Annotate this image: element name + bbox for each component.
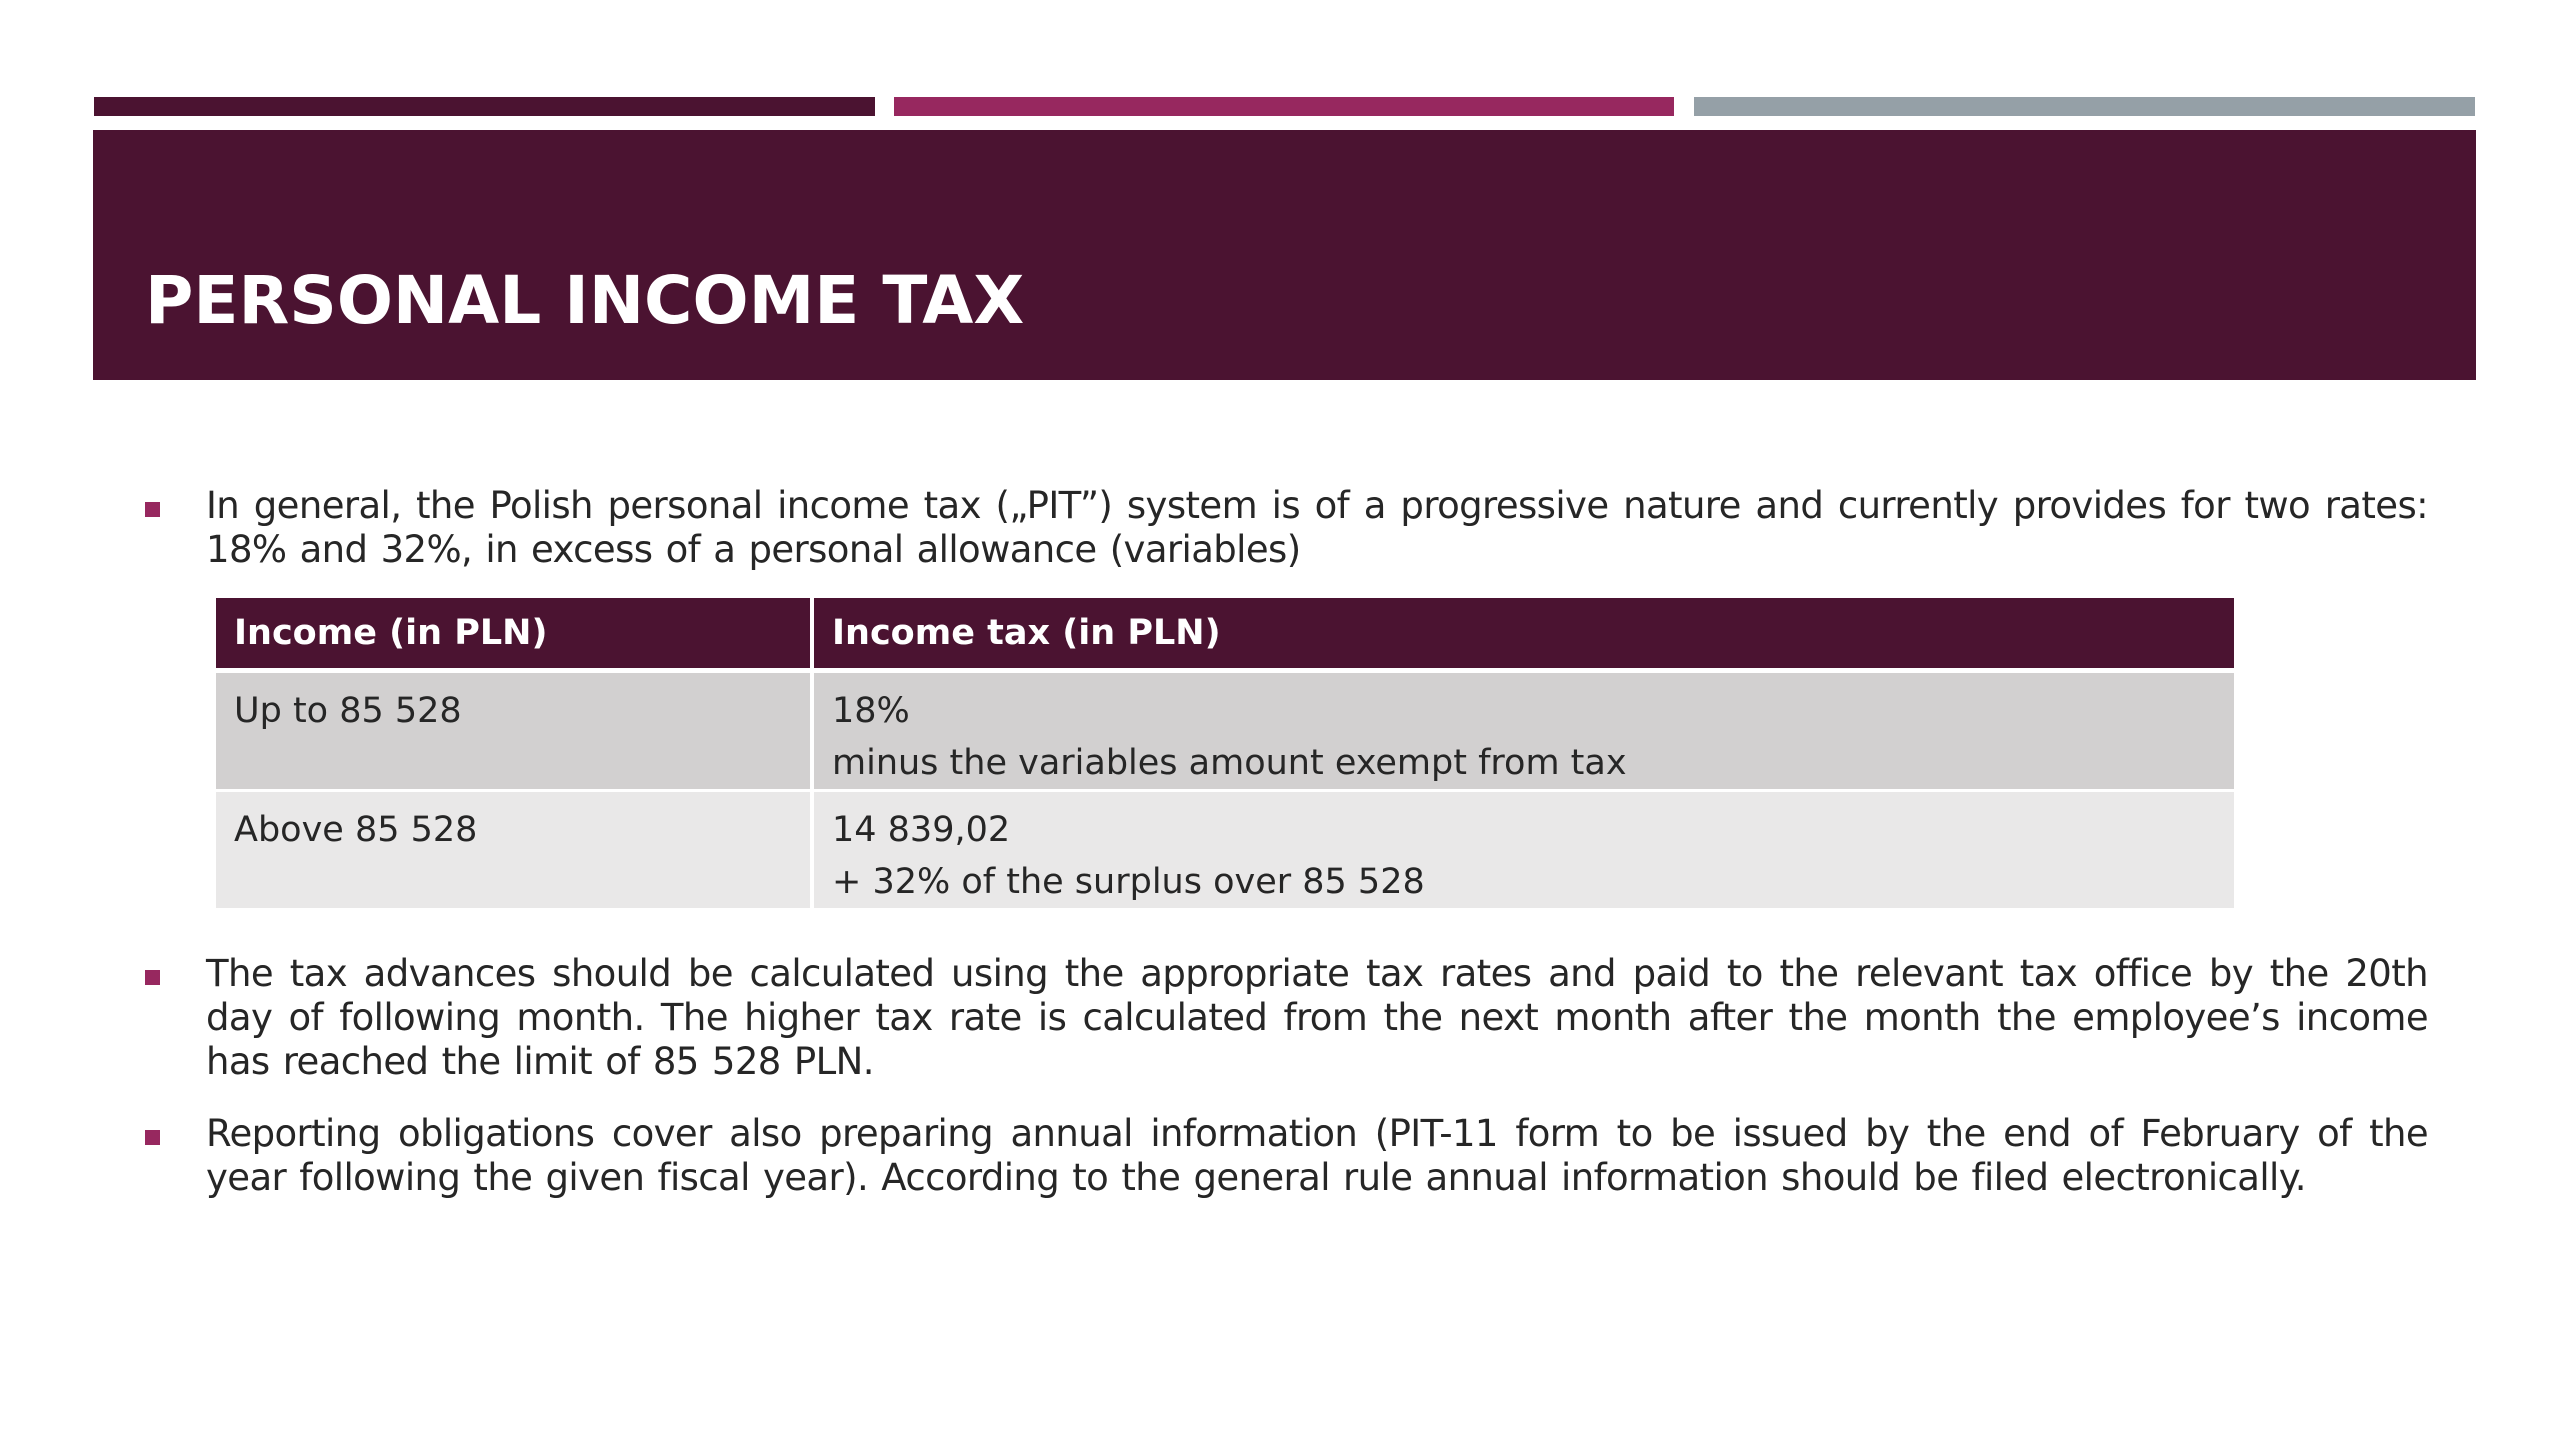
header-income-tax: Income tax (in PLN) (812, 598, 2234, 671)
accent-bar-grey (1694, 97, 2475, 116)
square-bullet-icon (145, 502, 160, 517)
accent-bar-magenta (894, 97, 1674, 116)
table-row (216, 671, 2234, 791)
bullet-text-tax-advances: The tax advances should be calculated using the appropriate tax rates and paid to the relevant tax office by the 20th day of following month. The higher tax rate is calculated from the next month after the month the employee’s income has reached the limit of 85 528 PLN. (206, 952, 2428, 1083)
accent-bar-dark (94, 97, 875, 116)
cell-tax (812, 791, 2234, 909)
cell-income-text: Up to 85 528 (234, 691, 462, 731)
cell-tax-line-1: 14 839,02 (832, 810, 1011, 850)
cell-income (216, 791, 812, 909)
table-row (216, 791, 2234, 909)
cell-tax-line-2: + 32% of the surplus over 85 528 (832, 862, 1425, 902)
cell-tax-line-1: 18% (832, 691, 910, 731)
cell-tax (812, 671, 2234, 791)
tax-rate-table (216, 598, 2234, 908)
square-bullet-icon (145, 1130, 160, 1145)
bullet-text-pit-overview: In general, the Polish personal income tax („PIT”) system is of a progressive nature and currently provides for two rates: 18% and 32%, in excess of a personal allowance (variables) (206, 484, 2428, 571)
square-bullet-icon (145, 970, 160, 985)
header-income: Income (in PLN) (216, 598, 812, 671)
cell-income (216, 671, 812, 791)
cell-tax-line-2: minus the variables amount exempt from tax (832, 743, 1627, 783)
bullet-text-reporting: Reporting obligations cover also preparing annual information (PIT-11 form to be issued by the end of February of the year following the given fiscal year). According to the general rule annual information should be filed electronically. (206, 1112, 2428, 1199)
table-header-row (216, 598, 2234, 671)
cell-income-text: Above 85 528 (234, 810, 478, 850)
slide-title: PERSONAL INCOME TAX (145, 262, 1025, 339)
title-band (93, 130, 2476, 380)
